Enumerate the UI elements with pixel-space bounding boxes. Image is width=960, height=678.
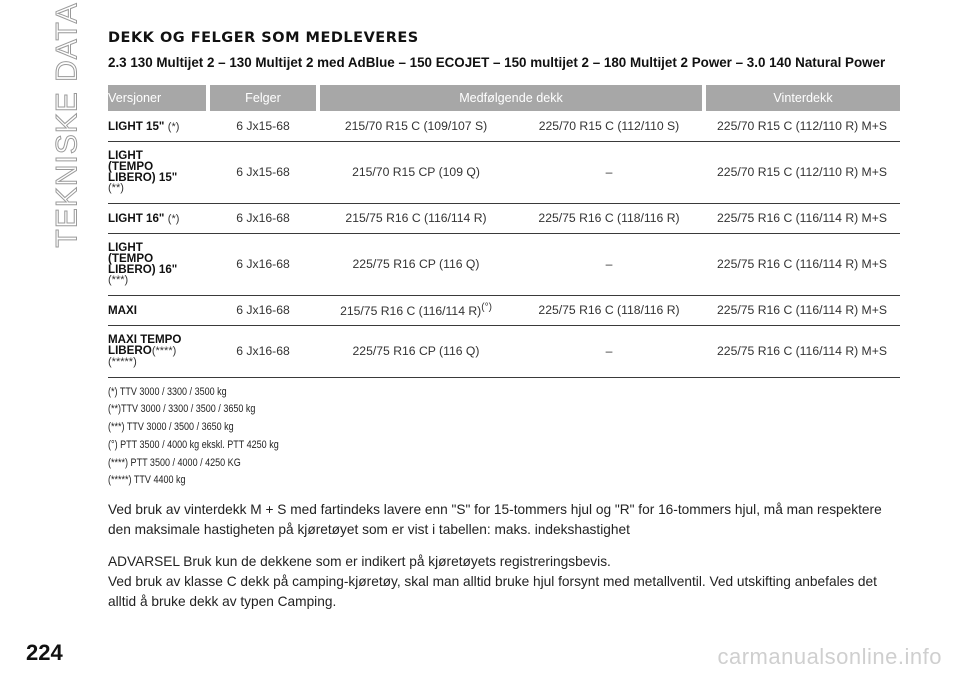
section-side-tab: [48, 2, 88, 248]
footnote: (**)TTV 3000 / 3300 / 3500 / 3650 kg: [108, 403, 256, 416]
version-name-line: LIGHT: [108, 241, 143, 254]
supplied-tyre-cell: 215/70 R15 C (109/107 S): [318, 111, 514, 141]
rim-cell: 6 Jx16-68: [208, 295, 318, 325]
section-heading: DEKK OG FELGER SOM MEDLEVERES: [108, 30, 419, 46]
winter-tyre-cell: 225/75 R16 C (116/114 R) M+S: [704, 325, 900, 377]
rim-cell: 6 Jx16-68: [208, 233, 318, 295]
version-name: MAXI: [108, 304, 137, 317]
supplied-tyre-alt-cell: 225/75 R16 C (118/116 R): [514, 203, 704, 233]
supplied-tyre-cell: 225/75 R16 CP (116 Q): [318, 233, 514, 295]
winter-tyre-speed-paragraph: Ved bruk av vinterdekk M + S med fartindeks lavere enn "S" for 15-tommers hjul og "R" for 16-tommers hjul, må man respektere den maksimale hastigheten på kjøretøyet som er vist i tabellen: maks. indekshastighet: [108, 502, 882, 538]
footnote: (*****) TTV 4400 kg: [108, 474, 186, 487]
version-name: LIGHT 15": [108, 119, 165, 133]
table-row: [108, 111, 900, 141]
warning-line: ADVARSEL Bruk kun de dekkene som er indikert på kjøretøyets registreringsbevis.: [108, 554, 611, 570]
version-note: (*): [167, 213, 180, 225]
version-name-line: LIGHT: [108, 149, 143, 162]
header-rims: Felger: [208, 85, 318, 111]
supplied-tyre-cell: [318, 295, 514, 325]
header-winter-tyres: Vinterdekk: [704, 85, 900, 111]
version-name-line: MAXI TEMPO: [108, 333, 182, 346]
table-header-row: [108, 85, 900, 111]
version-name-line: LIBERO) 15": [108, 171, 178, 184]
version-cell: [108, 233, 208, 295]
engine-variants-subheading: 2.3 130 Multijet 2 – 130 Multijet 2 med AdBlue – 150 ECOJET – 150 multijet 2 – 180 Multijet 2 Power – 3.0 140 Natural Power: [108, 55, 886, 70]
rim-cell: 6 Jx15-68: [208, 111, 318, 141]
header-versions: Versjoner: [108, 85, 208, 111]
table-row: [108, 141, 900, 203]
version-cell: [108, 325, 208, 377]
version-name-line: LIBERO: [108, 344, 152, 357]
warning-paragraph: [108, 552, 900, 612]
supplied-tyre-note: (°): [481, 301, 492, 313]
supplied-tyre-alt-cell: 225/70 R15 C (112/110 S): [514, 111, 704, 141]
winter-tyre-cell: 225/70 R15 C (112/110 R) M+S: [704, 141, 900, 203]
version-cell: [108, 295, 208, 325]
page-number: 224: [26, 640, 63, 665]
header-supplied-tyres: Medfølgende dekk: [318, 85, 704, 111]
footnotes: [108, 384, 900, 491]
winter-tyre-cell: 225/75 R16 C (116/114 R) M+S: [704, 295, 900, 325]
supplied-tyre-cell: 215/70 R15 CP (109 Q): [318, 141, 514, 203]
version-cell: [108, 203, 208, 233]
supplied-tyre-alt-cell: –: [514, 141, 704, 203]
rim-cell: 6 Jx15-68: [208, 141, 318, 203]
page-content: [108, 30, 900, 612]
camping-tyre-line: Ved bruk av klasse C dekk på camping-kjøretøy, skal man alltid bruke hjul forsynt med metallventil. Ved utskifting anbefales det alltid å bruke dekk av typen Camping.: [108, 574, 877, 610]
supplied-tyre-cell: 225/75 R16 CP (116 Q): [318, 325, 514, 377]
version-name: LIGHT 16": [108, 212, 165, 225]
table-row: [108, 295, 900, 325]
footnote: (***) TTV 3000 / 3500 / 3650 kg: [108, 421, 234, 434]
footnote: (°) PTT 3500 / 4000 kg ekskl. PTT 4250 kg: [108, 438, 279, 451]
site-watermark: carmanualsonline.info: [717, 644, 942, 669]
footnote: (****) PTT 3500 / 4000 / 4250 KG: [108, 456, 241, 469]
tyre-specs-table: [108, 85, 900, 378]
table-row: [108, 325, 900, 377]
winter-tyre-cell: 225/75 R16 C (116/114 R) M+S: [704, 233, 900, 295]
version-name-line: (TEMPO: [108, 252, 154, 265]
supplied-tyre-alt-cell: 225/75 R16 C (118/116 R): [514, 295, 704, 325]
supplied-tyre-alt-cell: –: [514, 233, 704, 295]
version-note-secondary: (*****): [108, 356, 137, 368]
rim-cell: 6 Jx16-68: [208, 325, 318, 377]
table-row: [108, 233, 900, 295]
version-cell: [108, 111, 208, 141]
version-cell: [108, 141, 208, 203]
section-side-tab-label: TEKNISKE DATA: [51, 2, 85, 248]
winter-tyre-cell: 225/75 R16 C (116/114 R) M+S: [704, 203, 900, 233]
supplied-tyre-value: 215/75 R16 C (116/114 R): [340, 304, 482, 319]
table-row: [108, 203, 900, 233]
supplied-tyre-cell: 215/75 R16 C (116/114 R): [318, 203, 514, 233]
version-note: (*): [167, 120, 180, 133]
version-name-line: LIBERO) 16": [108, 263, 178, 276]
version-name-line: (TEMPO: [108, 160, 154, 173]
version-note: (****): [151, 345, 177, 357]
supplied-tyre-alt-cell: –: [514, 325, 704, 377]
version-note: (***): [108, 274, 129, 286]
winter-tyre-cell: 225/70 R15 C (112/110 R) M+S: [704, 111, 900, 141]
version-note: (**): [108, 182, 124, 194]
footnote: (*) TTV 3000 / 3300 / 3500 kg: [108, 385, 227, 398]
rim-cell: 6 Jx16-68: [208, 203, 318, 233]
